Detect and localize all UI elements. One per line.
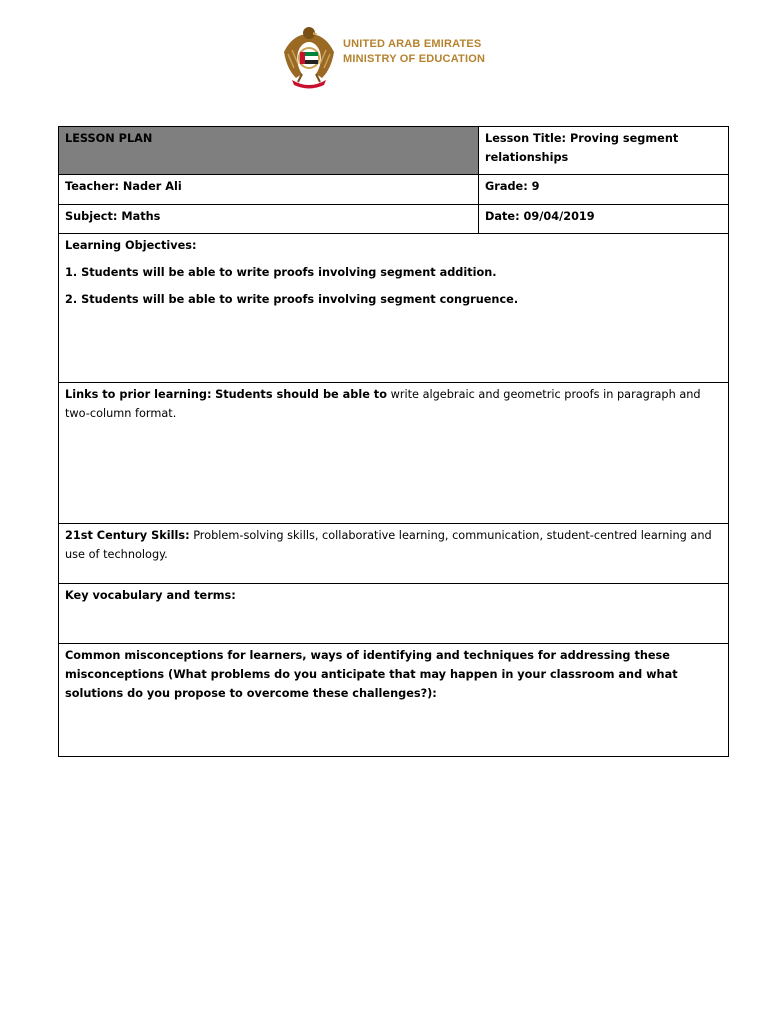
- objective-item: 1. Students will be able to write proofs involving segment addition.: [65, 266, 497, 279]
- misconceptions-cell: Common misconceptions for learners, ways of identifying and techniques for addressing these misconceptions (What problems do you anticipate that may happen in your classroom and what solutions do you propose to overcome these challenges?):: [59, 644, 729, 757]
- prior-learning-label: Links to prior learning:: [65, 388, 212, 401]
- ministry-header: [280, 24, 500, 94]
- teacher-field: Teacher: Nader Ali: [59, 175, 479, 205]
- lesson-plan-label: LESSON PLAN: [59, 127, 479, 175]
- subject-field: Subject: Maths: [59, 205, 479, 234]
- objective-item: 2. Students will be able to write proofs involving segment congruence.: [65, 293, 519, 306]
- skills-text: Problem-solving skills, collaborative learning, communication, student-centred learning and use of technology.: [65, 529, 712, 561]
- org-line-1: UNITED ARAB EMIRATES: [343, 38, 482, 50]
- uae-falcon-emblem-icon: [280, 24, 338, 90]
- learning-objectives-cell: [59, 234, 729, 383]
- ministry-name: [343, 37, 485, 67]
- prior-learning-cell: [59, 383, 729, 524]
- org-line-2: MINISTRY OF EDUCATION: [343, 53, 486, 65]
- key-vocabulary-cell: Key vocabulary and terms:: [59, 584, 729, 644]
- objectives-heading: Learning Objectives:: [65, 239, 197, 252]
- skills-cell: [59, 524, 729, 584]
- prior-learning-text: write algebraic and geometric proofs in paragraph and two-column format.: [65, 388, 701, 420]
- lesson-plan-table: [58, 126, 729, 757]
- grade-field: Grade: 9: [479, 175, 729, 205]
- prior-learning-lead: Students should be able to: [215, 388, 387, 401]
- lesson-title: Lesson Title: Proving segment relationships: [479, 127, 729, 175]
- skills-label: 21st Century Skills:: [65, 529, 190, 542]
- date-field: Date: 09/04/2019: [479, 205, 729, 234]
